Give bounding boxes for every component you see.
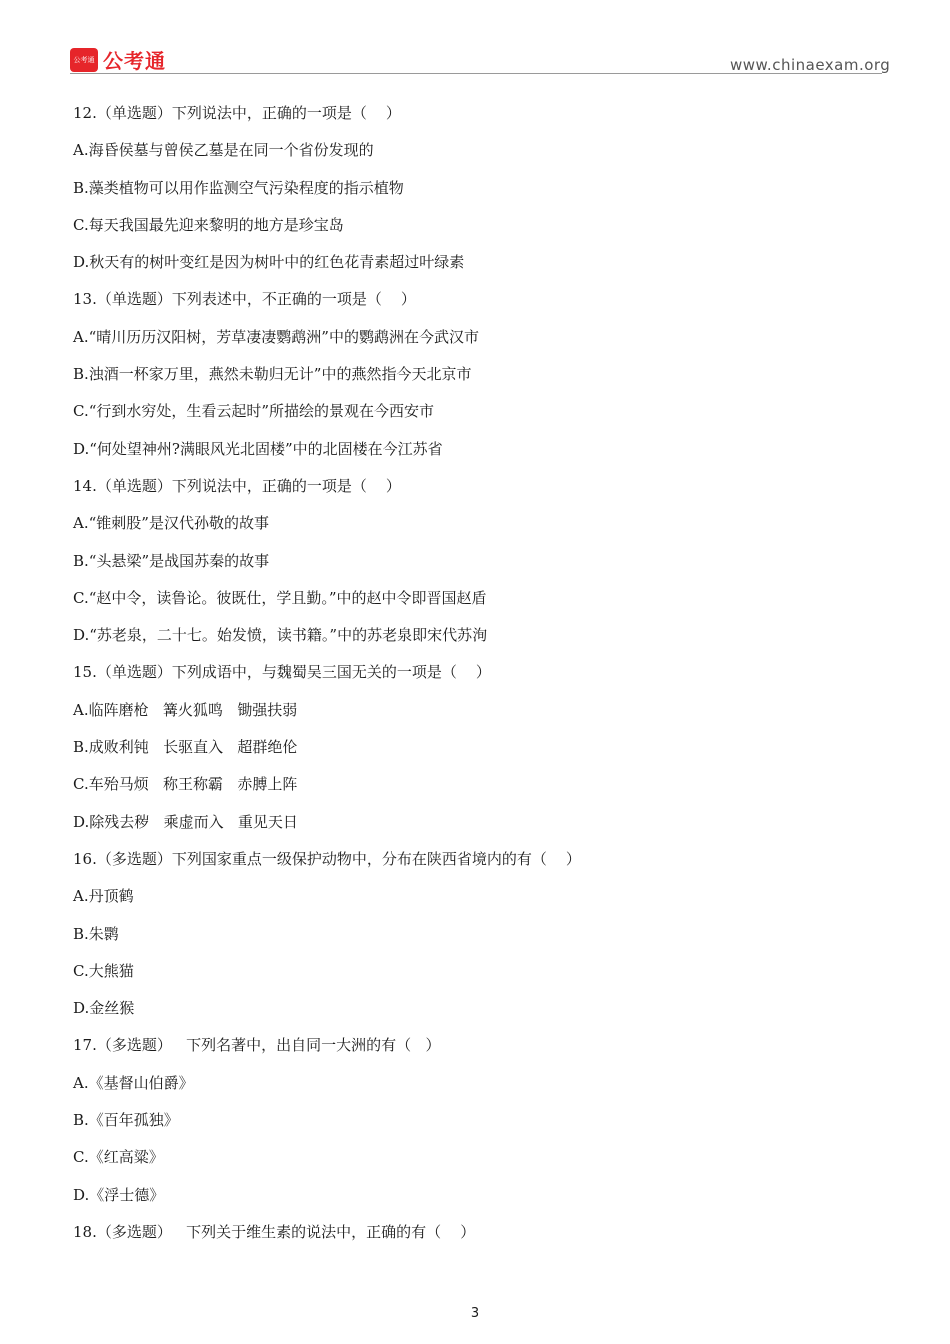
question-13-option-d: D.“何处望神州?满眼风光北固楼”中的北固楼在今江苏省 [73, 439, 443, 458]
question-14-option-b: B.“头悬梁”是战国苏秦的故事 [73, 551, 270, 570]
question-17-stem: 17.（多选题） 下列名著中，出自同一大洲的有（ ） [73, 1036, 441, 1055]
question-16-option-c: C.大熊猫 [73, 961, 134, 980]
question-15-option-b: B.成败利钝 长驱直入 超群绝伦 [73, 738, 298, 757]
question-14-option-a: A.“锥刺股”是汉代孙敬的故事 [73, 514, 269, 533]
question-13-option-a: A.“晴川历历汉阳树，芳草凄凄鹦鹉洲”中的鹦鹉洲在今武汉市 [73, 327, 479, 346]
page-header [0, 0, 950, 100]
question-15-option-c: C.车殆马烦 称王称霸 赤膊上阵 [73, 775, 298, 794]
question-15-option-d: D.除残去秽 乘虚而入 重见天日 [73, 812, 298, 831]
question-15-option-a: A.临阵磨枪 篝火狐鸣 锄强扶弱 [73, 700, 298, 719]
question-content [73, 100, 893, 1256]
question-16-option-a: A.丹顶鹤 [73, 887, 134, 906]
page-number: 3 [470, 1306, 480, 1321]
question-12-option-d: D.秋天有的树叶变红是因为树叶中的红色花青素超过叶绿素 [73, 253, 465, 272]
question-18-stem: 18.（多选题） 下列关于维生素的说法中，正确的有（ ） [73, 1222, 476, 1241]
question-15-stem: 15.（单选题）下列成语中，与魏蜀吴三国无关的一项是（ ） [73, 663, 491, 682]
question-16-option-d: D.金丝猴 [73, 999, 135, 1018]
question-13-option-c: C.“行到水穷处，生看云起时”所描绘的景观在今西安市 [73, 402, 435, 421]
question-12-option-b: B.藻类植物可以用作监测空气污染程度的指示植物 [73, 178, 404, 197]
question-17-option-c: C.《红高粱》 [73, 1148, 164, 1167]
question-16-option-b: B.朱鹮 [73, 924, 119, 943]
question-14-stem: 14.（单选题）下列说法中，正确的一项是（ ） [73, 476, 401, 495]
question-12-stem: 12.（单选题）下列说法中，正确的一项是（ ） [73, 104, 401, 122]
question-14-option-c: C.“赵中令，读鲁论。彼既仕，学且勤。”中的赵中令即晋国赵盾 [73, 588, 487, 607]
website-url: www.chinaexam.org [730, 56, 891, 74]
logo-text: 公考通 [103, 49, 166, 73]
question-17-option-a: A.《基督山伯爵》 [73, 1073, 194, 1092]
question-14-option-d: D.“苏老泉，二十七。始发愤，读书籍。”中的苏老泉即宋代苏洵 [73, 626, 488, 645]
question-12-option-a: A.海昏侯墓与曾侯乙墓是在同一个省份发现的 [73, 141, 374, 160]
logo-badge-icon: 公考通 [70, 48, 98, 72]
question-16-stem: 16.（多选题）下列国家重点一级保护动物中，分布在陕西省境内的有（ ） [73, 849, 581, 868]
question-17-option-b: B.《百年孤独》 [73, 1111, 179, 1130]
question-13-stem: 13.（单选题）下列表述中，不正确的一项是（ ） [73, 290, 416, 309]
question-12-option-c: C.每天我国最先迎来黎明的地方是珍宝岛 [73, 215, 344, 234]
question-13-option-b: B.浊酒一杯家万里，燕然未勒归无计”中的燕然指今天北京市 [73, 365, 472, 384]
logo [70, 45, 166, 74]
question-17-option-d: D.《浮士德》 [73, 1185, 165, 1204]
